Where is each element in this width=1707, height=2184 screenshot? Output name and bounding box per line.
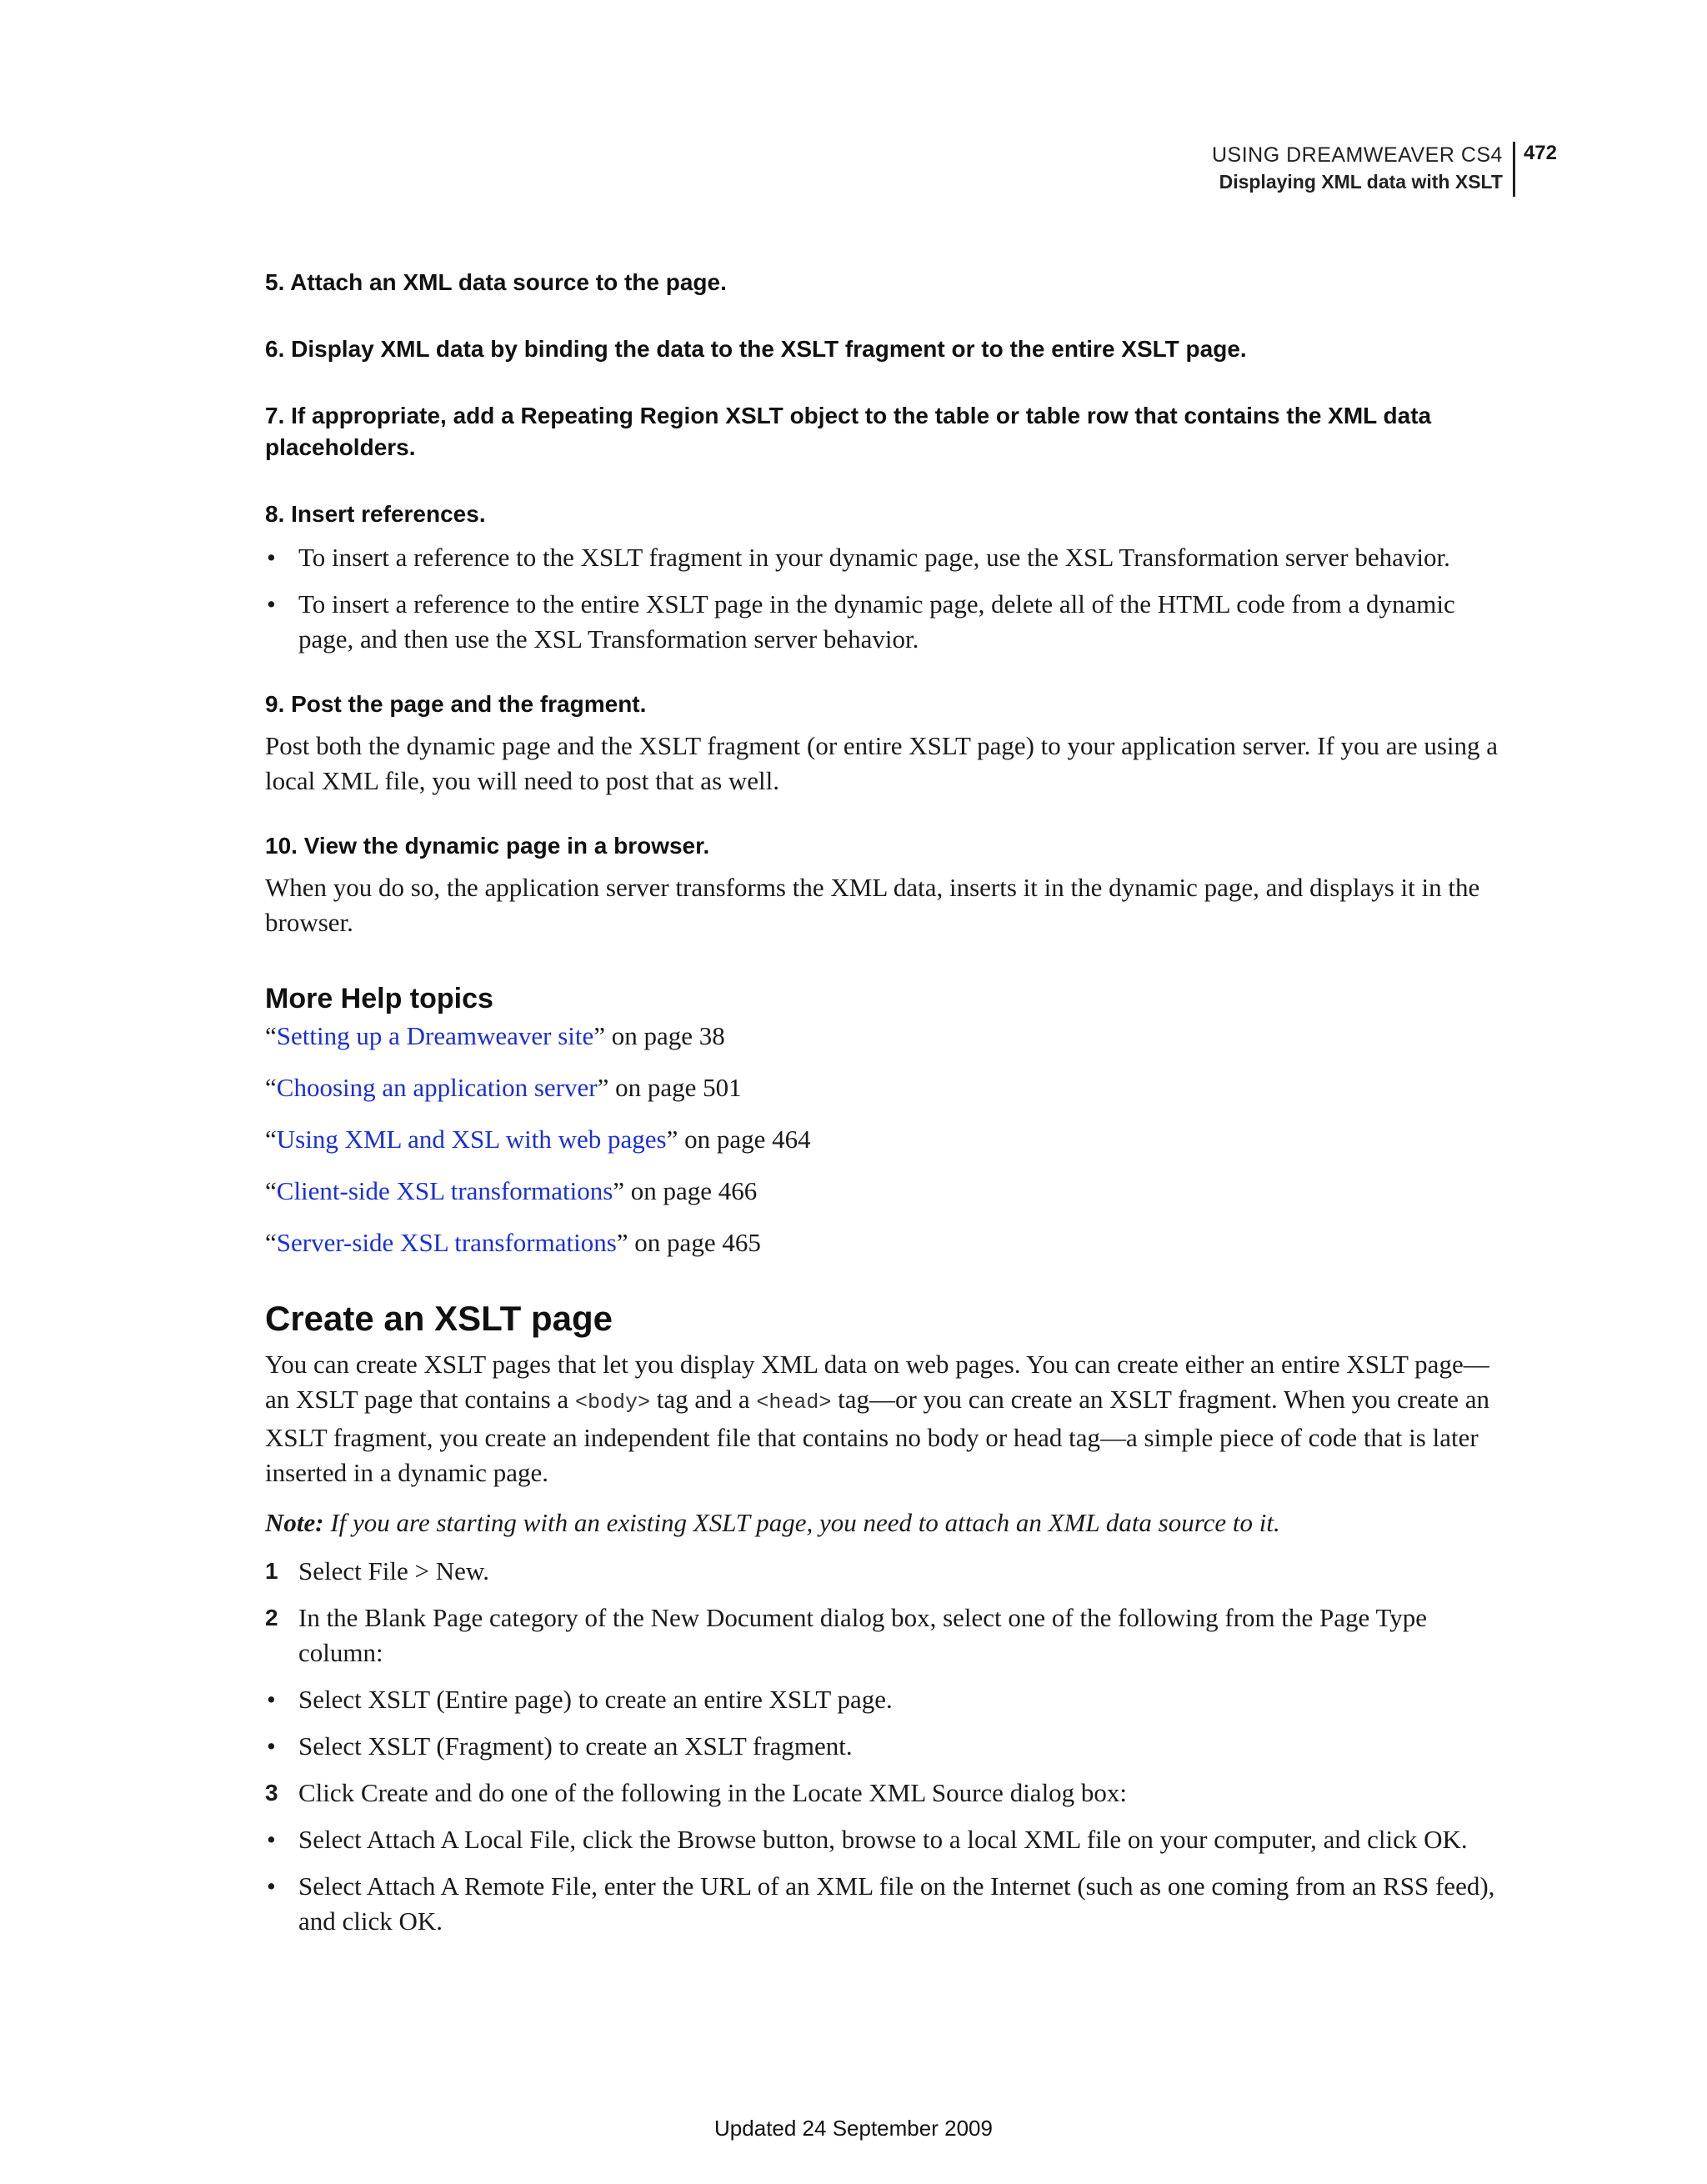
help-link-item: “Using XML and XSL with web pages” on page 464 [265, 1125, 811, 1154]
note [265, 1505, 1509, 1540]
note-label: Note: [265, 1508, 324, 1537]
help-link-item: “Client-side XSL transformations” on page 466 [265, 1176, 758, 1205]
step-5: 5. Attach an XML data source to the page. [265, 269, 727, 295]
code-head-tag: <head> [756, 1390, 832, 1415]
step-8-bullet-1: • To insert a reference to the XSLT fragment in your dynamic page, use the XSL Transformation server behavior. [265, 540, 1509, 575]
section-intro: You can create XSLT pages that let you display XML data on web pages. You can create either an entire XSLT page—an XSLT page that contains a <body> tag and a <head> tag—or you can create an XSLT fragment. When you create an XSLT fragment, you create an independent file that contains no body or head tag—a simple piece of code that is later inserted in a dynamic page. [265, 1350, 1489, 1487]
chapter-title: Displaying XML data with XSLT [1219, 171, 1503, 193]
help-link[interactable]: Client-side XSL transformations [276, 1176, 613, 1205]
step-8: 8. Insert references. [265, 501, 486, 527]
help-link-item: “Choosing an application server” on page 501 [265, 1073, 742, 1102]
section-title: Create an XSLT page [265, 1299, 613, 1338]
numbered-step-1: 1 Select File > New. [265, 1556, 489, 1585]
step-10: 10. View the dynamic page in a browser. [265, 833, 710, 859]
step-6: 6. Display XML data by binding the data to the XSLT fragment or to the entire XSLT page. [265, 336, 1247, 362]
help-link[interactable]: Setting up a Dreamweaver site [276, 1021, 594, 1050]
help-link[interactable]: Choosing an application server [276, 1073, 598, 1102]
help-link-item: “Setting up a Dreamweaver site” on page 38 [265, 1021, 725, 1050]
step-9: 9. Post the page and the fragment. [265, 691, 647, 717]
bullet-remote-file: • Select Attach A Remote File, enter the URL of an XML file on the Internet (such as one coming from an RSS feed), and click OK. [265, 1869, 1509, 1939]
numbered-step-3: 3 Click Create and do one of the following in the Locate XML Source dialog box: [265, 1778, 1128, 1807]
bullet-fragment: • Select XSLT (Fragment) to create an XSLT fragment. [265, 1729, 1509, 1764]
help-link-item: “Server-side XSL transformations” on page 465 [265, 1228, 761, 1257]
numbered-step-2: 2 In the Blank Page category of the New Document dialog box, select one of the following from the Page Type column: [265, 1603, 1427, 1667]
page-content [265, 267, 1509, 1939]
step-7-line1: 7. If appropriate, add a Repeating Region XSLT object to the table or table row that contains the XML data [265, 403, 1432, 428]
step-8-bullet-2: • To insert a reference to the entire XSLT page in the dynamic page, delete all of the HTML code from a dynamic page, and then use the XSL Transformation server behavior. [265, 587, 1509, 657]
step-9-text: Post both the dynamic page and the XSLT fragment (or entire XSLT page) to your application server. If you are using a local XML file, you will need to post that as well. [265, 731, 1499, 795]
bullet-entire-page: • Select XSLT (Entire page) to create an entire XSLT page. [265, 1682, 1509, 1717]
step-10-text: When you do so, the application server transforms the XML data, inserts it in the dynamic page, and displays it in the browser. [265, 873, 1480, 937]
header-titles [1212, 142, 1515, 197]
bullet-local-file: • Select Attach A Local File, click the Browse button, browse to a local XML file on your computer, and click OK. [265, 1822, 1509, 1857]
code-body-tag: <body> [574, 1390, 650, 1415]
help-link[interactable]: Using XML and XSL with web pages [276, 1125, 667, 1154]
step-7-line2: placeholders. [265, 434, 416, 460]
note-text: If you are starting with an existing XSLT page, you need to attach an XML data source to it. [323, 1508, 1280, 1537]
help-link[interactable]: Server-side XSL transformations [276, 1228, 617, 1257]
step-7 [265, 400, 1509, 463]
page-number: 472 [1523, 142, 1557, 164]
book-title: USING DREAMWEAVER CS4 [1211, 143, 1503, 167]
more-help-heading: More Help topics [265, 983, 493, 1014]
page-footer: Updated 24 September 2009 [714, 2116, 993, 2141]
page-header [1212, 142, 1557, 197]
